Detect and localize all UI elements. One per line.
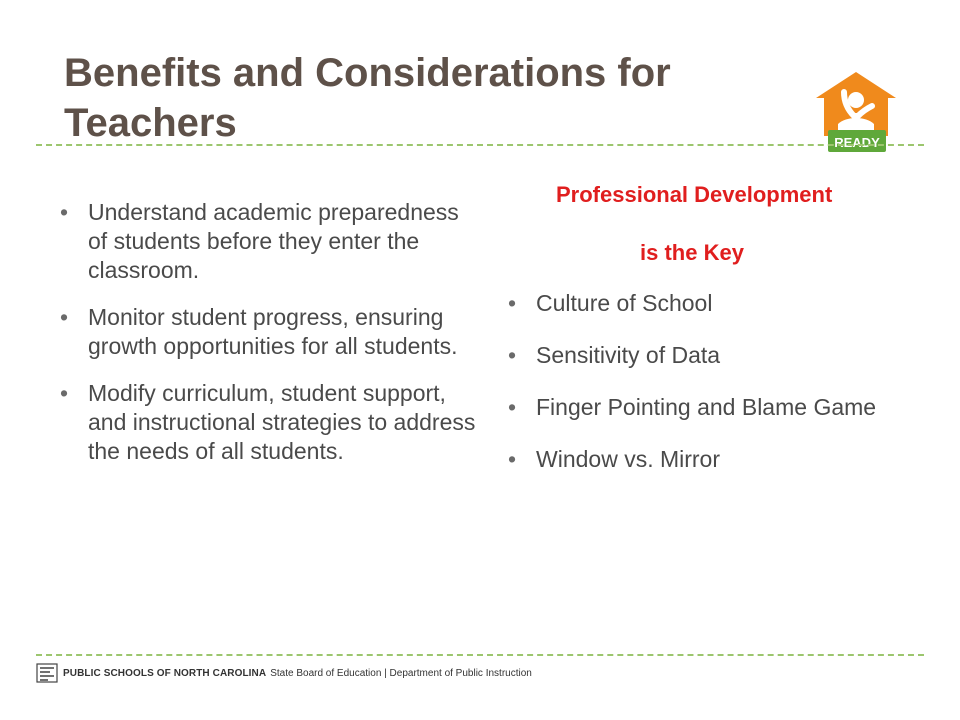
benefits-list [60, 198, 478, 484]
bullet-icon: • [60, 380, 69, 406]
list-item: • Finger Pointing and Blame Game [508, 394, 877, 420]
list-item: • Monitor student progress, ensuring growth opportunities for all students. [60, 304, 458, 359]
title-divider [36, 144, 924, 146]
footer-department: State Board of Education | Department of Public Instruction [270, 667, 532, 679]
list-item: • Culture of School [508, 290, 713, 316]
list-item: • Window vs. Mirror [508, 446, 721, 472]
bullet-icon: • [508, 290, 517, 316]
ready-logo-text: READY [834, 135, 880, 150]
bullet-icon: • [60, 199, 69, 225]
footer [36, 663, 532, 683]
footer-org: PUBLIC SCHOOLS OF NORTH CAROLINA [63, 667, 267, 679]
state-seal-icon [36, 663, 58, 683]
list-item: • Sensitivity of Data [508, 342, 721, 368]
bullet-icon: • [508, 446, 517, 472]
bullet-icon: • [60, 304, 69, 330]
bullet-icon: • [508, 342, 517, 368]
list-item: • Understand academic preparedness of students before they enter the classroom. [60, 199, 459, 283]
considerations-list [508, 288, 916, 496]
footer-divider [36, 654, 924, 656]
list-item: • Modify curriculum, student support, and instructional strategies to address the needs of all students. [60, 380, 476, 464]
slide-title: Benefits and Considerations for Teachers [64, 51, 671, 145]
bullet-icon: • [508, 394, 517, 420]
